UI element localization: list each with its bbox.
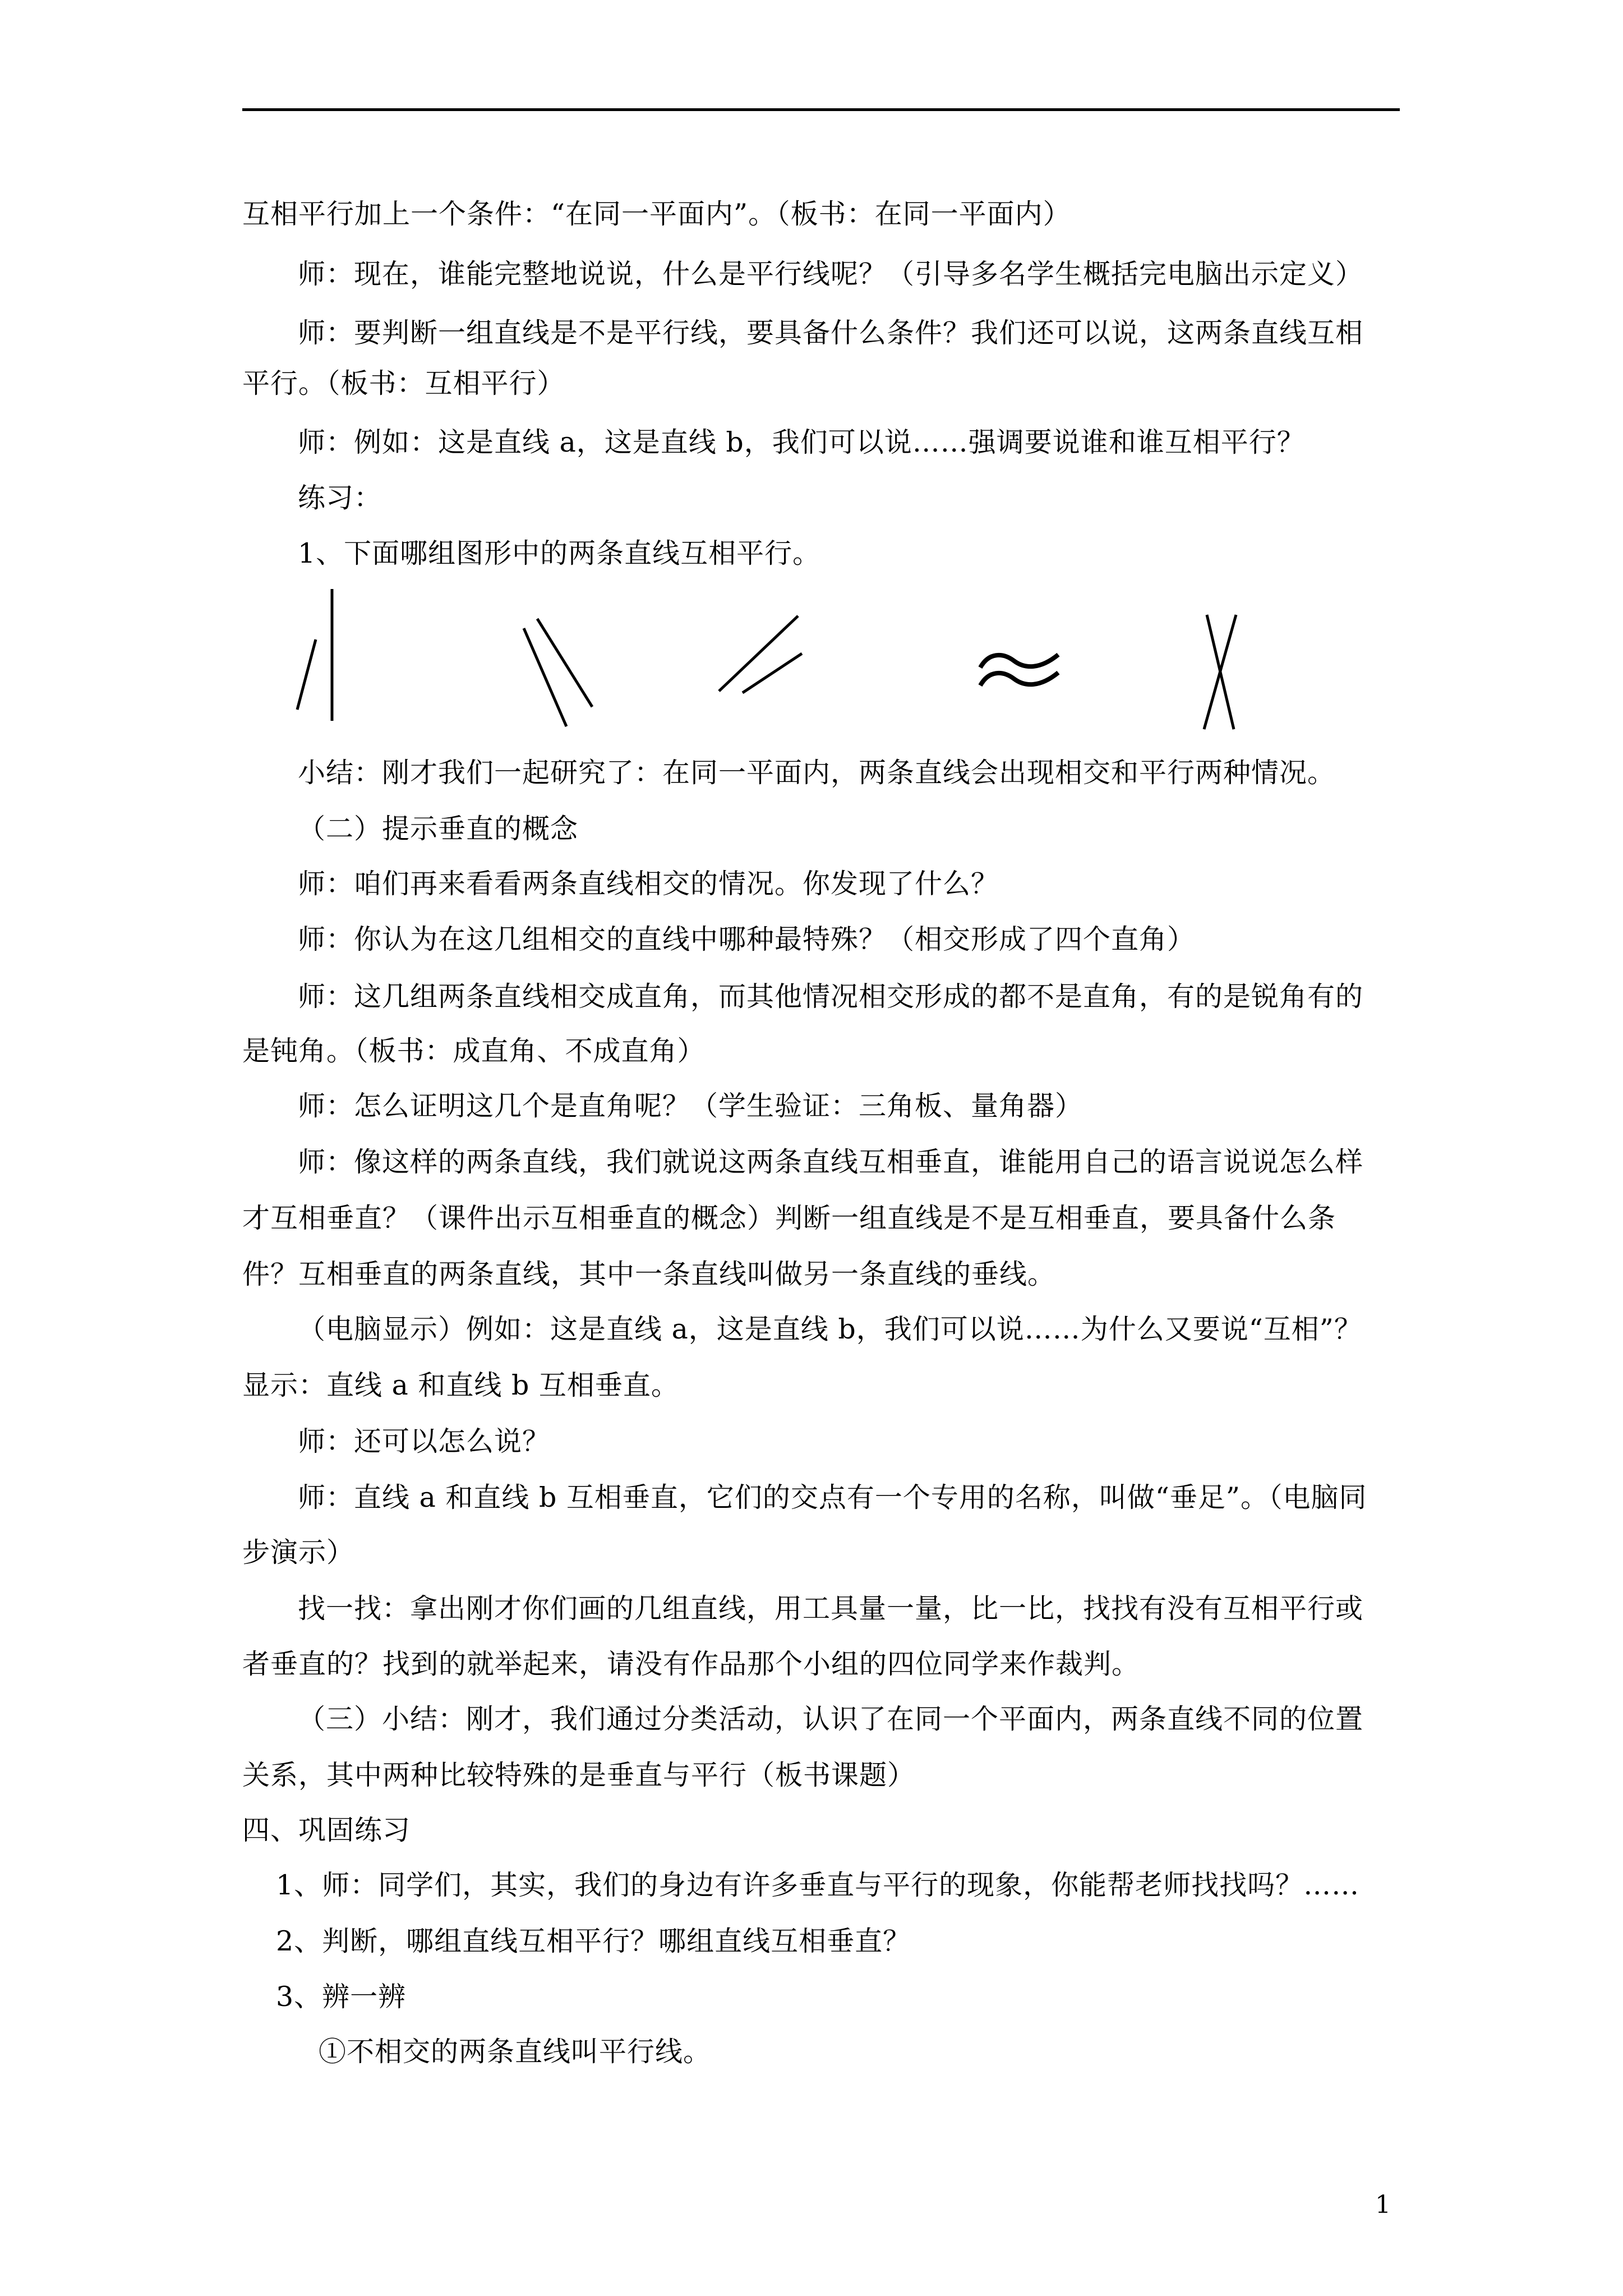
- text-line: 者垂直的？找到的就举起来，请没有作品那个小组的四位同学来作裁判。: [242, 1648, 1140, 1680]
- text-line: 1、下面哪组图形中的两条直线互相平行。: [298, 537, 821, 569]
- text-line: （三）小结：刚才，我们通过分类活动，认识了在同一个平面内，两条直线不同的位置: [298, 1703, 1364, 1735]
- text-line: 练习：: [298, 482, 382, 514]
- figure-2: [524, 619, 592, 726]
- text-line: 才互相垂直？（课件出示互相垂直的概念）判断一组直线是不是互相垂直，要具备什么条: [242, 1202, 1336, 1234]
- text-line: 师：怎么证明这几个是直角呢？（学生验证：三角板、量角器）: [298, 1090, 1083, 1122]
- text-line: 师：例如：这是直线 a，这是直线 b，我们可以说……强调要说谁和谁互相平行？: [298, 426, 1305, 458]
- text-line: 互相平行加上一个条件：“在同一平面内”。（板书：在同一平面内）: [242, 198, 1071, 230]
- text-line: 找一找：拿出刚才你们画的几组直线，用工具量一量，比一比，找找有没有互相平行或: [298, 1593, 1364, 1625]
- text-line: （电脑显示）例如：这是直线 a，这是直线 b，我们可以说……为什么又要说“互相”？: [298, 1313, 1362, 1345]
- text-line: 师：这几组两条直线相交成直角，而其他情况相交形成的都不是直角，有的是锐角有的: [298, 981, 1364, 1013]
- text-line: 1、师：同学们，其实，我们的身边有许多垂直与平行的现象，你能帮老师找找吗？……: [276, 1869, 1360, 1901]
- text-line: 师：还可以怎么说？: [298, 1425, 551, 1457]
- text-line: ①不相交的两条直线叫平行线。: [319, 2036, 712, 2068]
- text-line: 步演示）: [242, 1536, 355, 1568]
- text-line: 3、辨一辨: [276, 1981, 407, 2013]
- text-line: 件？互相垂直的两条直线，其中一条直线叫做另一条直线的垂线。: [242, 1258, 1056, 1290]
- text-line: 师：像这样的两条直线，我们就说这两条直线互相垂直，谁能用自己的语言说说怎么样: [298, 1146, 1364, 1178]
- text-line: 师：要判断一组直线是不是平行线，要具备什么条件？我们还可以说，这两条直线互相: [298, 317, 1364, 349]
- text-line: 小结：刚才我们一起研究了：在同一平面内，两条直线会出现相交和平行两种情况。: [298, 757, 1336, 789]
- text-line: 师：你认为在这几组相交的直线中哪种最特殊？（相交形成了四个直角）: [298, 923, 1196, 955]
- text-line: （二）提示垂直的概念: [298, 813, 579, 845]
- text-line: 师：咱们再来看看两条直线相交的情况。你发现了什么？: [298, 868, 999, 900]
- exercise-figures: [292, 589, 1324, 746]
- text-line: 是钝角。（板书：成直角、不成直角）: [242, 1035, 706, 1067]
- figure-1: [297, 589, 332, 721]
- text-line: 四、巩固练习: [242, 1814, 411, 1846]
- text-line: 师：现在，谁能完整地说说，什么是平行线呢？（引导多名学生概括完电脑出示定义）: [298, 258, 1364, 290]
- page-number: 1: [1375, 2191, 1391, 2219]
- text-line: 平行。（板书：互相平行）: [242, 367, 565, 399]
- figure-4: [980, 655, 1058, 685]
- text-line: 师：直线 a 和直线 b 互相垂直，它们的交点有一个专用的名称，叫做“垂足”。（电脑同: [298, 1481, 1367, 1513]
- text-line: 关系，其中两种比较特殊的是垂直与平行（板书课题）: [242, 1759, 916, 1791]
- figure-3: [719, 616, 802, 693]
- header-rule: [242, 108, 1400, 111]
- text-line: 显示：直线 a 和直线 b 互相垂直。: [242, 1369, 679, 1401]
- figure-5: [1204, 615, 1236, 729]
- text-line: 2、判断，哪组直线互相平行？哪组直线互相垂直？: [276, 1925, 911, 1957]
